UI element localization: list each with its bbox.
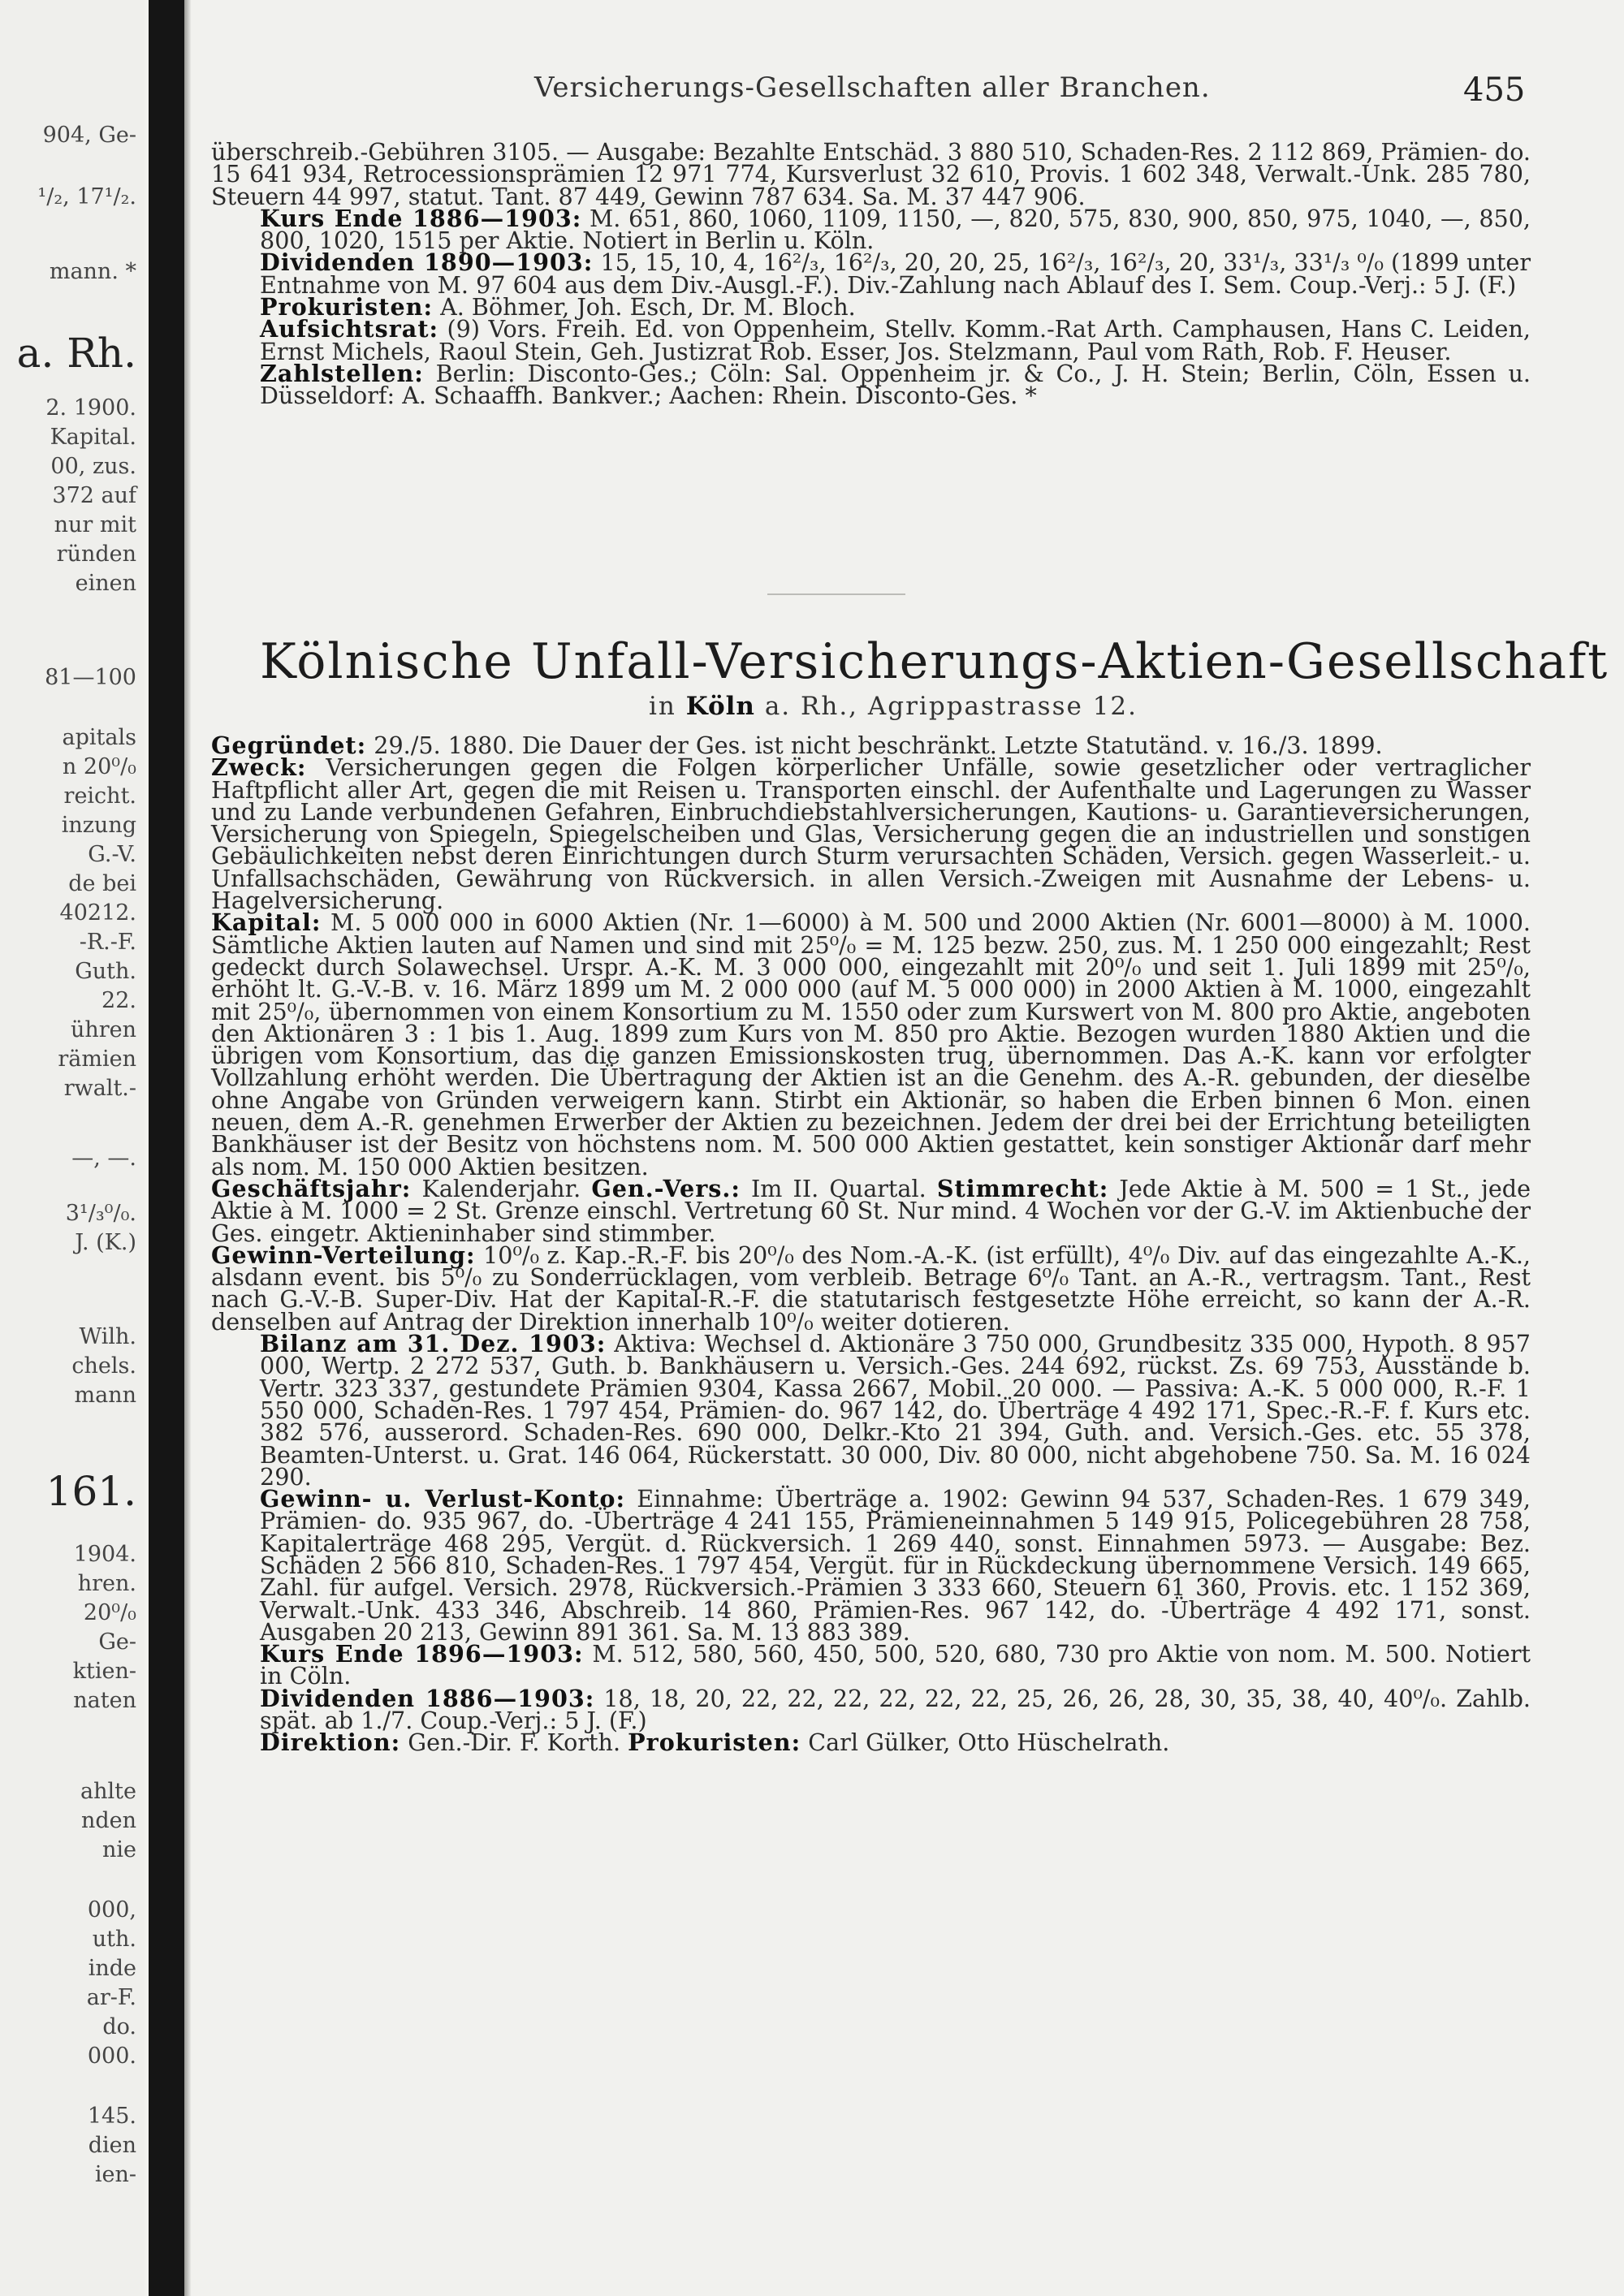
left-fragment-line: naten xyxy=(73,1688,136,1713)
gewinn-verlust-konto xyxy=(211,1485,1531,1646)
left-fragment-line: J. (K.) xyxy=(75,1230,136,1255)
company-entry xyxy=(211,732,1531,1757)
gewinn-verlust-label: Gewinn- u. Verlust-Konto: xyxy=(260,1485,626,1513)
gewinnverteilung-label: Gewinn-Verteilung: xyxy=(211,1241,476,1269)
left-fragment-line: Guth. xyxy=(75,959,136,984)
left-fragment-line: 000, xyxy=(87,1897,136,1923)
left-fragment-line: 2. 1900. xyxy=(45,395,136,421)
prev-kurs-text: M. 651, 860, 1060, 1109, 1150, —, 820, 575, 830, 900, 850, 975, 1040, —, 850, 800, 1020, 1515 per Aktie. Notiert in Berlin u. Köln. xyxy=(260,204,1531,255)
left-fragment-line: 3¹/₃⁰/₀. xyxy=(65,1201,136,1226)
gewinnverteilung xyxy=(211,1241,1531,1336)
direktion-text: Gen.-Dir. F. Korth. xyxy=(400,1728,628,1757)
left-fragment-line: ar-F. xyxy=(86,1985,136,2010)
geschaeftsjahr xyxy=(211,1174,1531,1247)
stimmrecht-label: Stimmrecht: xyxy=(936,1174,1109,1202)
prev-prokuristen-label: Prokuristen: xyxy=(260,293,434,322)
kapital-text: M. 5 000 000 in 6000 Aktien (Nr. 1—6000) à M. 500 und 2000 Aktien (Nr. 6001—8000) à M. 1000. Sämtliche Aktien lauten auf Namen und sind mit 25⁰/₀ = M. 125 bezw. 250, zus. M. 1 250 000 eingezahlt; Rest gedeckt durch Solawechsel. Urspr. A.-K. M. 3 000 000, eingezahlt mit 20⁰/₀ und seit 1. Juli 1899 mit 25⁰/₀, erhöht lt. G.-V.-B. v. 16. März 1899 um M. 2 000 000 (auf M. 5 000 000) in 2000 Aktien à M. 1000, eingezahlt mit 25⁰/₀, übernommen von einem Konsortium zu M. 1550 oder zum Kurswert von M. 800 pro Aktie, angeboten den Aktionären 3 : 1 bis 1. Aug. 1899 zum Kurs von M. 850 pro Aktie. Bezogen wurden 1880 Aktien und die übrigen vom Konsortium, das die ganzen Emissionskosten trug, übernommen. Das A.-K. kann vor erfolgter Vollzahlung erhöht werden. Die Übertragung der Aktien ist an die Genehm. des A.-R. gebunden, der dieselbe ohne Angabe von Gründen verweigern kann. Stirbt ein Aktionär, so haben die Erben binnen 6 Mon. einen neuen, dem A.-R. genehmen Erwerber der Aktien zu bezeichnen. Jedem der drei bei der Errichtung beteiligten Bankhäuser ist der Besitz von höchstens nom. M. 500 000 Aktien gestattet, kein sonstiger Aktionär darf mehr als nom. M. 150 000 Aktien besitzen. xyxy=(211,908,1531,1180)
prev-prokuristen-text: A. Böhmer, Joh. Esch, Dr. M. Bloch. xyxy=(433,293,856,322)
left-fragment-line: ründen xyxy=(56,542,136,567)
left-fragment-line: 145. xyxy=(87,2104,136,2129)
prev-zahlstellen-label: Zahlstellen: xyxy=(260,359,424,387)
company-subtitle xyxy=(260,692,1527,721)
subtitle-address: a. Rh., Agrippastrasse 12. xyxy=(754,692,1138,721)
left-fragment-line: Ge- xyxy=(98,1629,136,1655)
left-fragment-line: 40212. xyxy=(59,900,136,926)
left-fragment-line: mann xyxy=(74,1383,136,1408)
prev-dividenden-label: Dividenden 1890—1903: xyxy=(260,248,594,277)
dividenden-text: 18, 18, 20, 22, 22, 22, 22, 22, 22, 25, 26, 26, 28, 30, 35, 38, 40, 40⁰/₀. Zahlb. spät. ab 1./7. Coup.-Verj.: 5 J. (F.) xyxy=(260,1684,1531,1735)
dividenden xyxy=(211,1684,1531,1735)
left-fragment-line: 161. xyxy=(45,1468,136,1515)
kurs xyxy=(211,1640,1531,1690)
prokuristen-text: Carl Gülker, Otto Hüschelrath. xyxy=(801,1728,1170,1757)
left-fragment-line: hren. xyxy=(77,1571,136,1596)
kapital-label: Kapital: xyxy=(211,908,322,937)
bilanz-text: Aktiva: Wechsel d. Aktionäre 3 750 000, Grundbesitz 335 000, Hypoth. 8 957 000, Wertp. 2 272 537, Guth. b. Bankhäusern u. Versich.-Ges. 244 692, rückst. Zs. 69 753, Ausstände b. Vertr. 323 337, gestundete Prämien 9304, Kassa 2667, Mobil. 20 000. — Passiva: A.-K. 5 000 000, R.-F. 1 550 000, Schaden-Res. 1 797 454, Prämien- do. 967 142, do. Überträge 4 492 171, Spec.-R.-F. f. Kurs etc. 382 576, ausserord. Schaden-Res. 690 000, Delkr.-Kto 21 394, Guth. and. Versich.-Ges. etc. 55 378, Beamten-Unterst. u. Grat. 146 064, Rückerstatt. 30 000, Div. 80 000, nicht abgehobene 750. Sa. M. 16 024 290. xyxy=(260,1330,1531,1491)
left-fragment-line: G.-V. xyxy=(88,842,136,867)
left-fragment-line: inzung xyxy=(61,813,136,838)
page-gutter xyxy=(184,0,191,2296)
left-fragment-line: 81—100 xyxy=(45,665,136,690)
prev-aufsichtsrat-label: Aufsichtsrat: xyxy=(260,315,439,343)
direktion-label: Direktion: xyxy=(260,1728,401,1757)
previous-entry xyxy=(211,138,1531,410)
left-fragment-line: dien xyxy=(88,2133,136,2158)
left-fragment-line: uth. xyxy=(92,1927,136,1952)
left-fragment-line: ktien- xyxy=(72,1659,136,1684)
left-fragment-line: 1904. xyxy=(73,1542,136,1567)
bilanz xyxy=(211,1330,1531,1491)
subtitle-prefix: in xyxy=(648,692,686,721)
zweck xyxy=(211,753,1531,915)
entry-separator xyxy=(767,593,905,595)
prev-zahlstellen-text: Berlin: Disconto-Ges.; Cöln: Sal. Oppenheim jr. & Co., J. H. Stein; Berlin, Cöln, Essen u. Düsseldorf: A. Schaaffh. Bankver.; Aachen: Rhein. Disconto-Ges. * xyxy=(260,359,1531,410)
prev-dividenden-text: 15, 15, 10, 4, 16²/₃, 16²/₃, 20, 20, 25, 16²/₃, 16²/₃, 20, 33¹/₃, 33¹/₃ ⁰/₀ (1899 unter Entnahme von M. 97 604 aus dem Div.-Ausgl.-F.). Div.-Zahlung nach Ablauf des I. Sem. Coup.-Verj.: 5 J. (F.) xyxy=(260,248,1531,299)
kurs-label: Kurs Ende 1896—1903: xyxy=(260,1640,584,1668)
left-fragment-line: nur mit xyxy=(54,512,136,537)
left-fragment-line: a. Rh. xyxy=(16,330,136,377)
geschaeftsjahr-label: Geschäftsjahr: xyxy=(211,1174,412,1202)
left-fragment-line: do. xyxy=(102,2014,136,2039)
left-fragment-line: nden xyxy=(80,1808,136,1833)
running-head: Versicherungs-Gesellschaften aller Branchen. xyxy=(534,71,1211,104)
left-page-fragment xyxy=(0,0,145,2296)
genvers-text: Im II. Quartal. xyxy=(740,1174,937,1202)
left-fragment-line: nie xyxy=(102,1837,136,1862)
prev-kurs xyxy=(211,204,1531,255)
left-fragment-line: ien- xyxy=(94,2162,136,2187)
left-fragment-line: einen xyxy=(75,571,136,596)
genvers-label: Gen.-Vers.: xyxy=(591,1174,741,1202)
left-fragment-line: 20⁰/₀ xyxy=(83,1600,136,1625)
left-fragment-line: inde xyxy=(88,1956,136,1981)
left-fragment-line: apitals xyxy=(62,725,136,750)
zweck-text: Versicherungen gegen die Folgen körperlicher Unfälle, sowie gesetzlicher oder vertraglicher Haftpflicht aller Art, gegen die mit Reisen u. Transporten einschl. der Aufenthalte und Lagerungen zu Wasser und zu Lande verbundenen Gefahren, Einbruchdiebstahlversicherungen, Kautions- u. Garantieversicherungen, Versicherung von Spiegeln, Spiegelscheiben und Glas, Versicherung gegen die an industriellen und sonstigen Gebäulichkeiten nebst deren Einrichtungen durch Sturm verursachten Schäden, Versich. gegen Wasserleit.- u. Unfallsachschäden, Gewährung von Rückversich. in allen Versich.-Zweigen mit Ausnahme der Lebens- u. Hagelversicherung. xyxy=(211,753,1531,915)
gegruendet-text: 29./5. 1880. Die Dauer der Ges. ist nicht beschränkt. Letzte Statutänd. v. 16./3. 1899. xyxy=(366,732,1383,759)
left-fragment-line: Kapital. xyxy=(50,425,136,450)
stimmrecht-text: Jede Aktie à M. 500 = 1 St., jede Aktie à M. 1000 = 2 St. Grenze einschl. Vertretung 60 St. Nur mind. 4 Wochen vor der G.-V. im Aktienbuche der Ges. eingetr. Aktieninhaber sind stimmber. xyxy=(211,1174,1531,1247)
left-fragment-line: rämien xyxy=(58,1047,136,1072)
left-fragment-line: 000. xyxy=(87,2044,136,2069)
book-spine xyxy=(149,0,184,2296)
company-title: Kölnische Unfall-Versicherungs-Aktien-Gesellschaft xyxy=(260,633,1609,690)
prev-dividenden xyxy=(211,248,1531,299)
zweck-label: Zweck: xyxy=(211,753,307,782)
kapital xyxy=(211,908,1531,1180)
prev-zahlstellen xyxy=(211,359,1531,410)
gegruendet-label: Gegründet: xyxy=(211,732,367,759)
prev-aufsichtsrat-text: (9) Vors. Freih. Ed. von Oppenheim, Stellv. Komm.-Rat Arth. Camphausen, Hans C. Leiden, Ernst Michels, Raoul Stein, Geh. Justizrat Rob. Esser, Jos. Stelzmann, Paul vom Rath, Rob. F. Heuser. xyxy=(260,315,1531,365)
left-fragment-line: 22. xyxy=(102,988,136,1013)
left-fragment-line: ühren xyxy=(70,1017,136,1042)
left-fragment-line: —, —. xyxy=(71,1146,136,1171)
prokuristen-label: Prokuristen: xyxy=(628,1728,801,1757)
gewinn-verlust-text: Einnahme: Überträge a. 1902: Gewinn 94 537, Schaden-Res. 1 679 349, Prämien- do. 935 967, do. -Überträge 4 241 155, Prämieneinnahmen 5 149 915, Policegebühren 28 758, Kapitalerträge 468 295, Vergüt. d. Rückversich. 1 269 440, sonst. Einnahmen 5973. — Ausgabe: Bez. Schäden 2 566 810, Schaden-Res. 1 797 454, Vergüt. für in Rückdeckung übernommene Versich. 149 665, Zahl. für aufgel. Versich. 2978, Rückversich.-Prämien 3 333 660, Steuern 61 360, Provis. etc. 1 152 369, Verwalt.-Unk. 433 346, Abschreib. 14 860, Prämien-Res. 967 142, do. -Überträge 4 492 171, sonst. Ausgaben 20 213, Gewinn 891 361. Sa. M. 13 883 389. xyxy=(260,1485,1531,1646)
left-fragment-line: mann. * xyxy=(49,259,136,284)
left-fragment-line: 00, zus. xyxy=(50,454,136,479)
kurs-text: M. 512, 580, 560, 450, 500, 520, 680, 730 pro Aktie von nom. M. 500. Notiert in Cöln. xyxy=(260,1640,1531,1690)
left-fragment-line: rwalt.- xyxy=(63,1076,136,1101)
left-fragment-line: ahlte xyxy=(80,1779,136,1804)
left-fragment-line: -R.-F. xyxy=(79,930,136,955)
left-fragment-line: Wilh. xyxy=(79,1324,136,1349)
left-fragment-line: 372 auf xyxy=(52,483,136,508)
direktion xyxy=(211,1728,1531,1757)
prev-entry-intro: überschreib.-Gebühren 3105. — Ausgabe: Bezahlte Entschäd. 3 880 510, Schaden-Res. 2 112 869, Prämien- do. 15 641 934, Retrocessionsprämien 12 971 774, Kursverlust 32 610, Provis. 1 602 348, Verwalt.-Unk. 285 780, Steuern 44 997, statut. Tant. 87 449, Gewinn 787 634. Sa. M. 37 447 906. xyxy=(211,138,1531,210)
bilanz-label: Bilanz am 31. Dez. 1903: xyxy=(260,1330,607,1358)
left-fragment-line: ¹/₂, 17¹/₂. xyxy=(37,184,136,209)
prev-kurs-label: Kurs Ende 1886—1903: xyxy=(260,204,582,232)
dividenden-label: Dividenden 1886—1903: xyxy=(260,1684,595,1712)
left-fragment-line: 904, Ge- xyxy=(42,123,136,148)
right-page xyxy=(195,0,1624,2296)
left-fragment-line: de bei xyxy=(68,871,136,896)
left-fragment-line: chels. xyxy=(71,1353,136,1379)
left-fragment-line: n 20⁰/₀ xyxy=(62,754,136,779)
company-city: Köln xyxy=(685,692,755,721)
prev-aufsichtsrat xyxy=(211,315,1531,365)
geschaeftsjahr-text: Kalenderjahr. xyxy=(411,1174,592,1202)
page-number: 455 xyxy=(1463,71,1526,109)
left-fragment-line: reicht. xyxy=(63,783,136,809)
gewinnverteilung-text: 10⁰/₀ z. Kap.-R.-F. bis 20⁰/₀ des Nom.-A.-K. (ist erfüllt), 4⁰/₀ Div. auf das eingezahlte A.-K., alsdann event. bis 5⁰/₀ zu Sonderrücklagen, vom verbleib. Betrage 6⁰/₀ Tant. an A.-R., vertragsm. Tant., Rest nach G.-V.-B. Super-Div. Hat der Kapital-R.-F. die statutarisch festgesetzte Höhe erreicht, so kann der A.-R. denselben auf Antrag der Direktion innerhalb 10⁰/₀ weiter dotieren. xyxy=(211,1241,1531,1336)
